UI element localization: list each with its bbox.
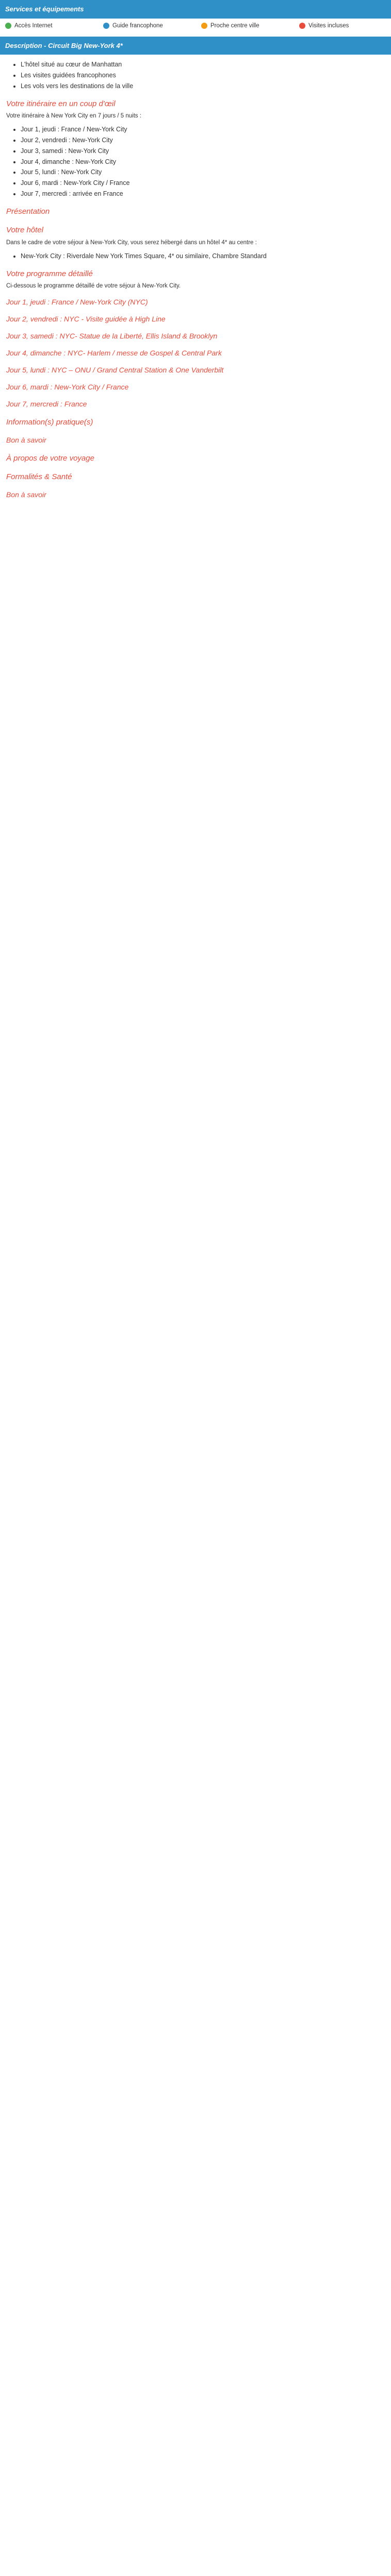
service-label: Visites incluses (308, 22, 349, 29)
list-item: • Jour 5, lundi : New-York City (21, 167, 385, 177)
bon-savoir-title: Bon à savoir (6, 435, 46, 444)
service-label: Proche centre ville (210, 22, 259, 29)
day-7-title: Jour 7, mercredi : France (6, 400, 87, 409)
ticket-icon (299, 23, 305, 29)
list-item: • Jour 1, jeudi : France / New-York City (21, 125, 385, 134)
list-item: • Les vols vers les destinations de la ville (21, 81, 385, 91)
wifi-icon (5, 23, 11, 29)
service-item (103, 22, 181, 30)
formalites-title: Formalités & Santé (6, 472, 72, 482)
service-item (299, 22, 377, 30)
pays-title: À propos de votre voyage (6, 453, 94, 463)
list-item: • Jour 2, vendredi : New-York City (21, 135, 385, 145)
presentation-title: Présentation (6, 207, 50, 216)
list-item: • Jour 4, dimanche : New-York City (21, 157, 385, 167)
service-label: Guide francophone (112, 22, 163, 29)
program-intro: Ci-dessous le programme détaillé de votre séjour à New-York City. (6, 283, 181, 289)
description-header: Description - Circuit Big New-York 4* (0, 37, 391, 55)
bon-savoir-2-title: Bon à savoir (6, 490, 46, 499)
list-item: • L'hôtel situé au cœur de Manhattan (21, 60, 385, 70)
day-3-title: Jour 3, samedi : NYC- Statue de la Liberté, Ellis Island & Brooklyn (6, 332, 218, 341)
service-item (5, 22, 83, 30)
program-title: Votre programme détaillé (6, 269, 93, 278)
day-2-title: Jour 2, vendredi : NYC - Visite guidée à High Line (6, 315, 166, 324)
day-4-title: Jour 4, dimanche : NYC- Harlem / messe de Gospel & Central Park (6, 349, 222, 358)
hotel-intro: Dans le cadre de votre séjour à New-York City, vous serez hébergé dans un hôtel 4* au centre : (6, 239, 257, 246)
services-list (0, 19, 391, 33)
day-1-title: Jour 1, jeudi : France / New-York City (NYC) (6, 298, 148, 307)
service-item (201, 22, 279, 30)
list-item: • Jour 3, samedi : New-York City (21, 146, 385, 156)
list-item: • Les visites guidées francophones (21, 71, 385, 80)
services-header: Services et équipements (0, 0, 391, 19)
overview-intro: Votre itinéraire à New York City en 7 jours / 5 nuits : (6, 113, 142, 119)
service-label: Accès Internet (14, 22, 53, 29)
day-6-title: Jour 6, mardi : New-York City / France (6, 383, 129, 392)
location-icon (201, 23, 207, 29)
day-5-title: Jour 5, lundi : NYC – ONU / Grand Central Station & One Vanderbilt (6, 366, 224, 375)
info-title: Information(s) pratique(s) (6, 418, 93, 427)
description-bullets (6, 60, 385, 91)
guide-icon (103, 23, 109, 29)
list-item: • New-York City : Riverdale New York Times Square, 4* ou similaire, Chambre Standard (21, 251, 385, 261)
hotel-list (6, 251, 385, 261)
hotel-title: Votre hôtel (6, 226, 43, 234)
main-content (0, 55, 391, 513)
overview-list (6, 125, 385, 198)
list-item: • Jour 6, mardi : New-York City / France (21, 178, 385, 188)
overview-title: Votre itinéraire en un coup d'œil (6, 99, 116, 108)
list-item: • Jour 7, mercredi : arrivée en France (21, 189, 385, 199)
